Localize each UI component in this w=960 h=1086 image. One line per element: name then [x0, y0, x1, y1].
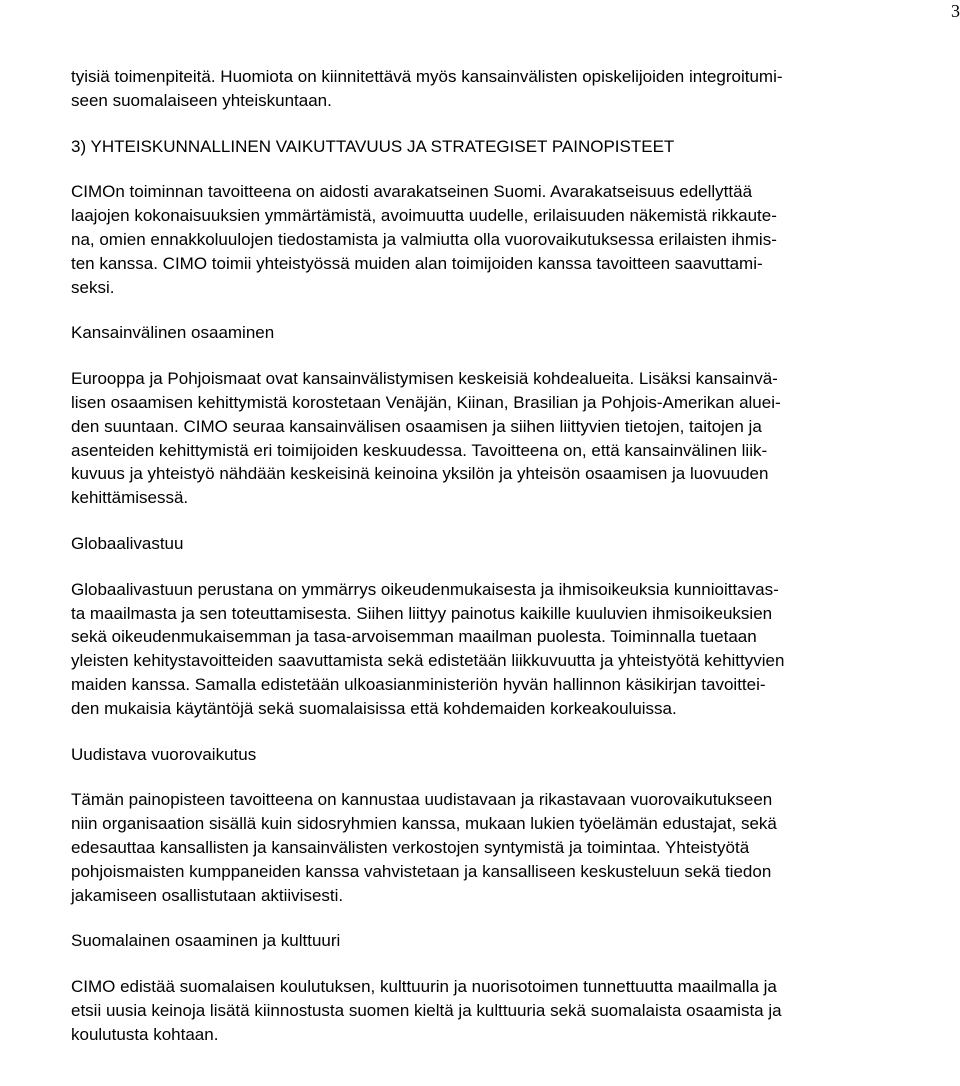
- subsection-body-globaalivastuu: Globaalivastuun perustana on ymmärrys oikeudenmukaisesta ja ihmisoikeuksia kunnioittavas- ta maailmasta ja sen toteuttamisesta. Siihen liittyy painotus kaikille kuuluvien ihmisoikeuksien sekä oikeudenmukaisemman ja tasa-arvoisemman maailman puolesta. Toiminnalla tuetaan yleisten kehitystavoitteiden saavuttamista sekä edistetään liikkuvuutta ja yhteistyötä kehittyvien maiden kanssa. Samalla edistetään ulkoasianministeriön hyvän hallinnon käsikirjan tavoittei- den mukaisia käytäntöjä sekä suomalaisissa että kohdemaiden korkeakouluissa.: [71, 579, 785, 718]
- intro-continuation-paragraph: tyisiä toimenpiteitä. Huomiota on kiinnitettävä myös kansainvälisten opiskelijoiden integroitumi- seen suomalaiseen yhteiskuntaan.: [71, 67, 783, 110]
- subsection-body-kansainvalinen-osaaminen: Eurooppa ja Pohjoismaat ovat kansainvälistymisen keskeisiä kohdealueita. Lisäksi kansainvä- lisen osaamisen kehittymistä korostetaan Venäjän, Kiinan, Brasilian ja Pohjois-Amerikan aluei- den suuntaan. CIMO seuraa kansainvälisen osaamisen ja siihen liittyvien tietojen, taitojen ja asenteiden kehittymistä eri toimijoiden keskuudessa. Tavoitteena on, että kansainvälinen liik- kuvuus ja yhteistyö nähdään keskeisinä keinoina yksilön ja yhteisön osaamisen ja luovuuden kehittämisessä.: [71, 369, 781, 508]
- subsection-title-kansainvalinen-osaaminen: Kansainvälinen osaaminen: [71, 323, 275, 343]
- subsection-body-uudistava-vuorovaikutus: Tämän painopisteen tavoitteena on kannustaa uudistavaan ja rikastavaan vuorovaikutukseen niin organisaation sisällä kuin sidosryhmien kanssa, mukaan lukien työelämän edustajat, sekä edesauttaa kansallisten ja kansainvälisten verkostojen syntymistä ja toimintaa. Yhteistyötä pohjoismaisten kumppaneiden kanssa vahvistetaan ja kansalliseen keskusteluun sekä tiedon jakamiseen osallistutaan aktiivisesti.: [71, 790, 777, 905]
- subsection-body-suomalainen-osaaminen: CIMO edistää suomalaisen koulutuksen, kulttuurin ja nuorisotoimen tunnettuutta maailmalla ja etsii uusia keinoja lisätä kiinnostusta suomen kieltä ja kulttuuria sekä suomalaista osaamista ja koulutusta kohtaan.: [71, 977, 782, 1044]
- subsection-title-suomalainen-osaaminen: Suomalainen osaaminen ja kulttuuri: [71, 931, 341, 951]
- section-intro-paragraph: CIMOn toiminnan tavoitteena on aidosti avarakatseinen Suomi. Avarakatseisuus edellyttää laajojen kokonaisuuksien ymmärtämistä, avoimuutta uudelle, erilaisuuden näkemistä rikkaute- na, omien ennakkoluulojen tiedostamista ja valmiutta olla vuorovaikutuksessa erilaisten ihmis- ten kanssa. CIMO toimii yhteistyössä muiden alan toimijoiden kanssa tavoitteen saavuttami- seksi.: [71, 182, 777, 297]
- subsection-title-uudistava-vuorovaikutus: Uudistava vuorovaikutus: [71, 744, 257, 764]
- section-heading: 3) YHTEISKUNNALLINEN VAIKUTTAVUUS JA STRATEGISET PAINOPISTEET: [71, 136, 675, 156]
- subsection-title-globaalivastuu: Globaalivastuu: [71, 533, 184, 553]
- document-body: [71, 65, 951, 1047]
- page-number: 3: [951, 1, 960, 21]
